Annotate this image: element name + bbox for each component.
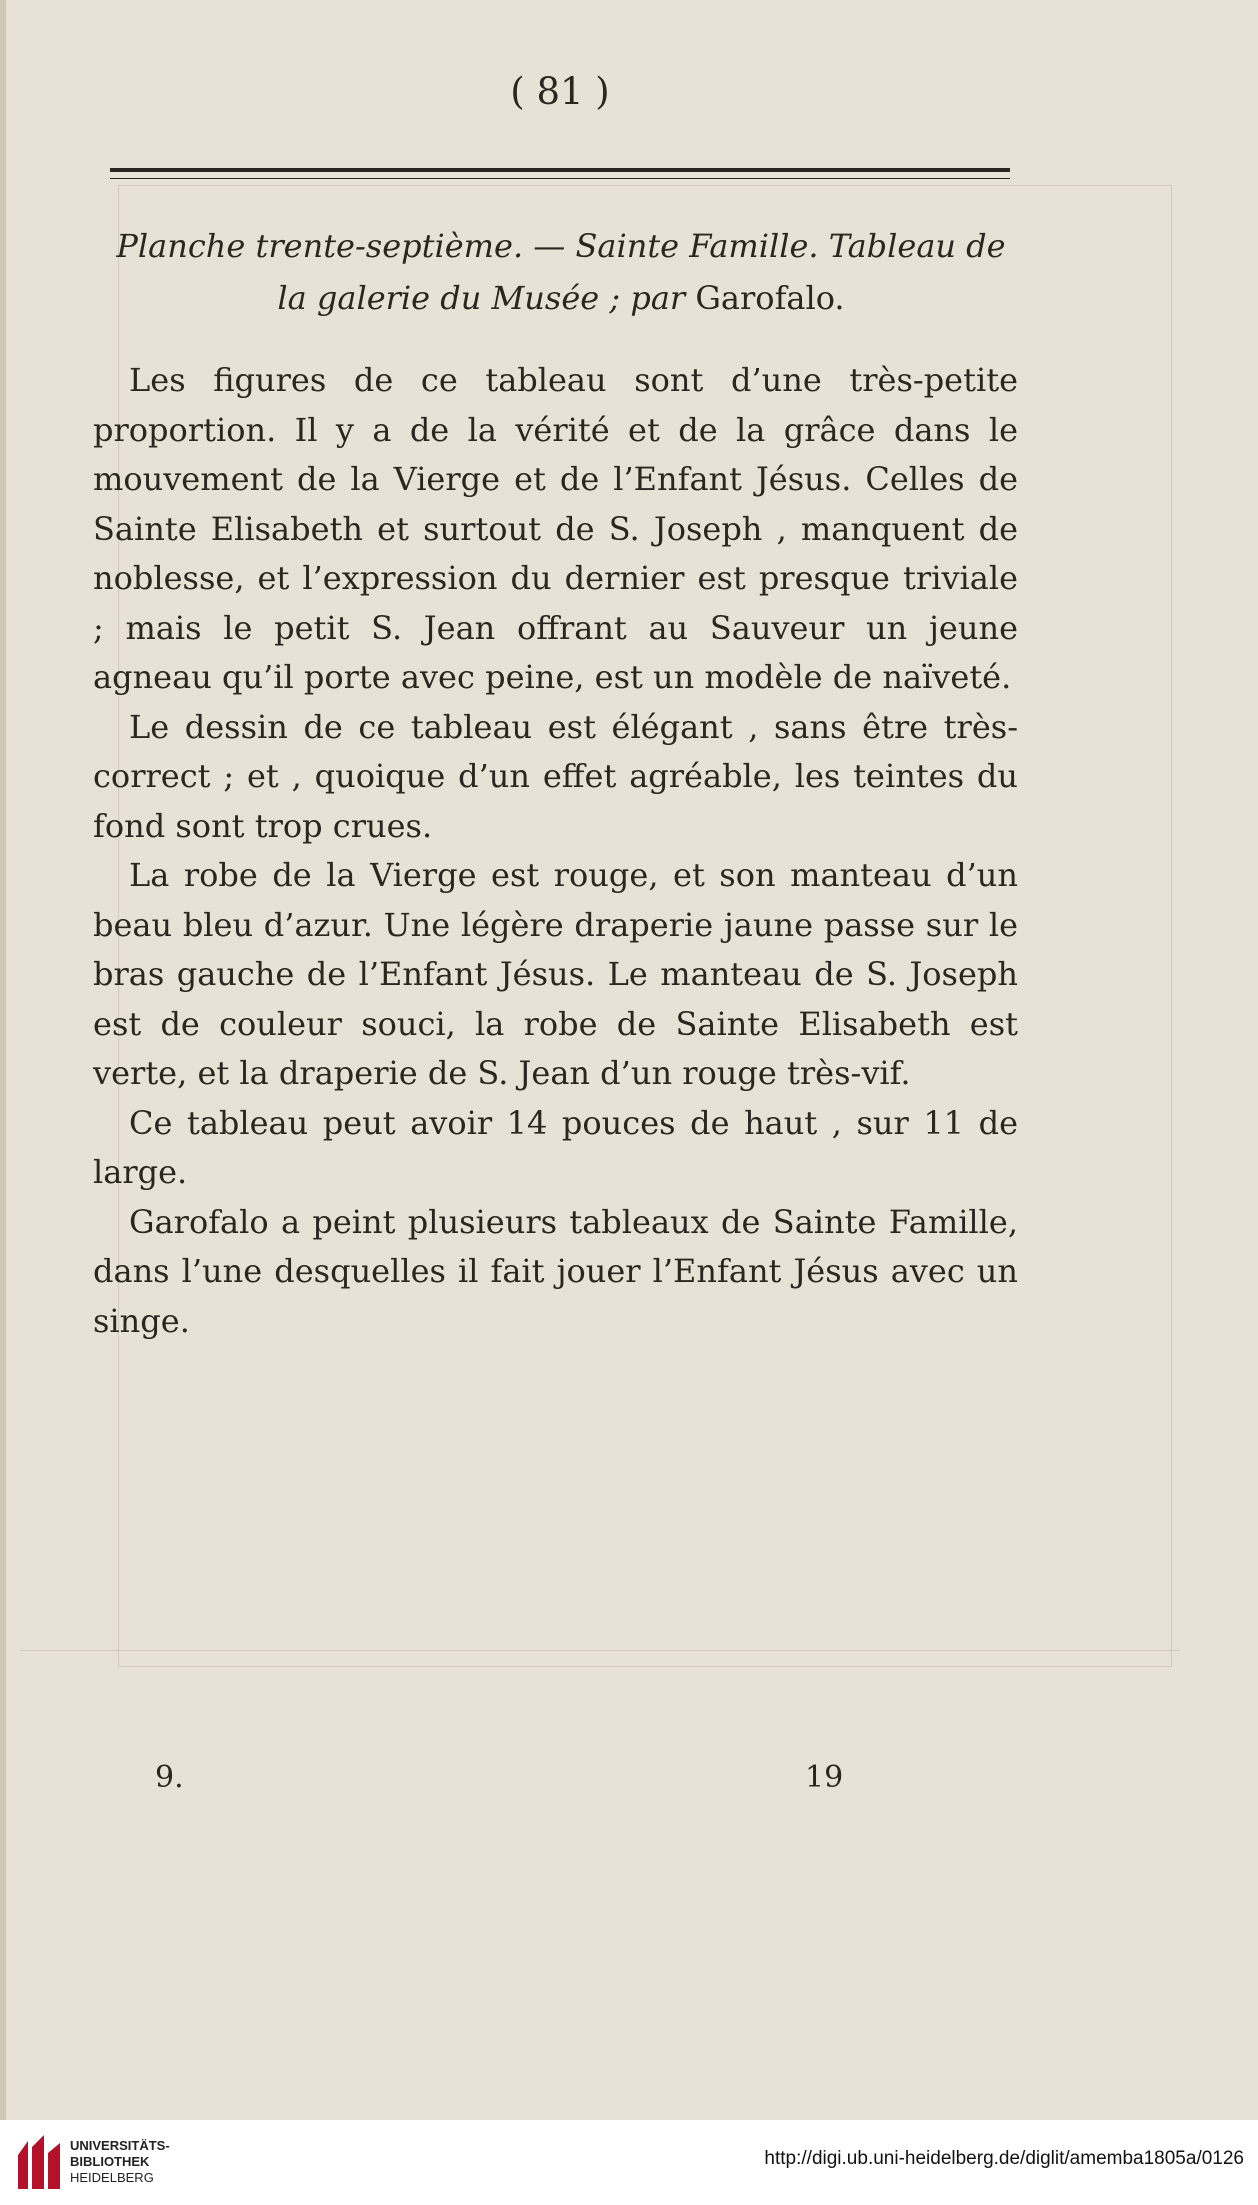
logo-line: UNIVERSITÄTS- <box>70 2138 170 2153</box>
show-through-line <box>20 1650 1180 1651</box>
page-edge <box>0 0 6 2120</box>
caption-artist: Garofalo. <box>685 279 845 317</box>
source-url[interactable]: http://digi.ub.uni-heidelberg.de/diglit/amemba1805a/0126 <box>764 2148 1244 2169</box>
caption-line-2: la galerie du Musée ; par <box>277 279 686 317</box>
plate-caption <box>96 220 1026 324</box>
signature-mark-right: 19 <box>805 1760 844 1795</box>
logo-line: HEIDELBERG <box>70 2170 154 2185</box>
paragraph: Les figures de ce tableau sont d’une très-petite proportion. Il y a de la vérité et de la grâce dans le mouvement de la Vierge et de l’Enfant Jésus. Celles de Sainte Elisabeth et surtout de S. Joseph , manquent de noblesse, et l’expression du dernier est presque triviale ; mais le petit S. Jean offrant au Sauveur un jeune agneau qu’il porte avec peine, est un modèle de naïveté. <box>93 361 1018 696</box>
library-logo-text <box>70 2138 170 2186</box>
paragraph: Ce tableau peut avoir 14 pouces de haut , sur 11 de large. <box>93 1103 1018 1191</box>
page-number: ( 81 ) <box>510 70 610 113</box>
paragraph: Garofalo a peint plusieurs tableaux de Sainte Famille, dans l’une desquelles il fait jouer l’Enfant Jésus avec un singe. <box>93 1202 1018 1340</box>
paragraph: Le dessin de ce tableau est élégant , sans être très-correct ; et , quoique d’un effet agréable, les teintes du fond sont trop crues. <box>93 707 1018 845</box>
body-text <box>93 356 1018 1346</box>
signature-mark-left: 9. <box>155 1760 184 1795</box>
caption-line-1: Planche trente-septième. — Sainte Famille. Tableau de <box>116 227 1006 265</box>
library-logo-icon <box>14 2133 64 2193</box>
header-rule-thin <box>110 178 1010 179</box>
paragraph: La robe de la Vierge est rouge, et son manteau d’un beau bleu d’azur. Une légère draperie jaune passe sur le bras gauche de l’Enfant Jésus. Le manteau de S. Joseph est de couleur souci, la robe de Sainte Elisabeth est verte, et la draperie de S. Jean d’un rouge très-vif. <box>93 856 1018 1092</box>
header-rule-thick <box>110 168 1010 172</box>
logo-line: BIBLIOTHEK <box>70 2154 150 2169</box>
viewer-footer <box>0 2120 1258 2205</box>
